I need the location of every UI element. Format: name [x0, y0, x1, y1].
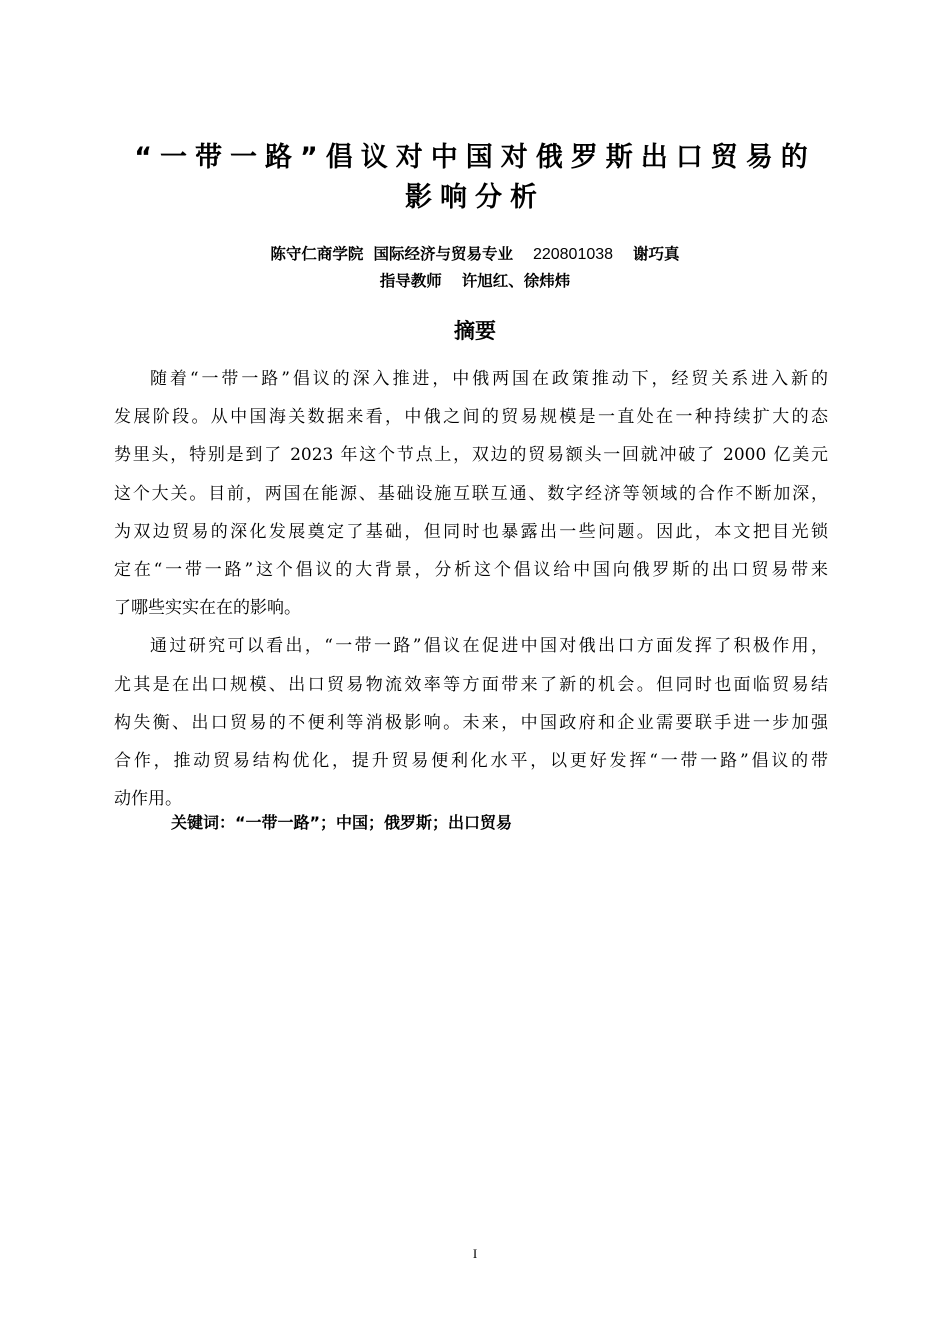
major-name: 国际经济与贸易专业 [373, 244, 513, 263]
paragraph-line: 通过研究可以看出，“一带一路”倡议在促进中国对俄出口方面发挥了积极作用， [150, 636, 828, 657]
paragraph-line: 了哪些实实在在的影响。 [114, 598, 301, 619]
advisor-names: 许旭红、徐炜炜 [461, 271, 571, 290]
paragraph-line: 势里头，特别是到了 2023 年这个节点上，双边的贸易额头一回就冲破了 2000 亿美元 [114, 445, 828, 466]
advisor-line [100, 268, 850, 294]
student-id: 220801038 [532, 246, 614, 263]
paragraph-line: 定在“一带一路”这个倡议的大背景，分析这个倡议给中国向俄罗斯的出口贸易带来 [114, 560, 828, 581]
abstract-paragraph-1 [114, 360, 828, 627]
keywords-line [171, 808, 512, 838]
paragraph-line: 构失衡、出口贸易的不便利等消极影响。未来，中国政府和企业需要联手进一步加强 [114, 712, 828, 733]
author-line [100, 241, 850, 268]
abstract-body [114, 360, 828, 818]
title-line-2: 影响分析 [405, 182, 545, 213]
paragraph-line: 发展阶段。从中国海关数据来看，中俄之间的贸易规模是一直处在一种持续扩大的态 [114, 407, 828, 428]
title-line-1: “一带一路”倡议对中国对俄罗斯出口贸易的 [134, 142, 816, 173]
abstract-heading: 摘要 [454, 319, 496, 343]
page-number: I [472, 1246, 478, 1261]
college-name: 陈守仁商学院 [270, 244, 364, 263]
paragraph-line: 随着“一带一路”倡议的深入推进，中俄两国在政策推动下，经贸关系进入新的 [150, 369, 828, 389]
paragraph-line: 合作，推动贸易结构优化，提升贸易便利化水平，以更好发挥“一带一路”倡议的带 [114, 751, 828, 772]
keywords-list: “一带一路”；中国；俄罗斯；出口贸易 [235, 813, 513, 832]
abstract-paragraph-2 [114, 627, 828, 818]
paragraph-line: 尤其是在出口规模、出口贸易物流效率等方面带来了新的机会。但同时也面临贸易结 [114, 674, 828, 695]
student-name: 谢巧真 [633, 244, 680, 263]
advisor-label: 指导教师 [379, 271, 442, 290]
paragraph-line: 这个大关。目前，两国在能源、基础设施互联互通、数字经济等领域的合作不断加深， [114, 483, 828, 504]
keywords-label: 关键词： [171, 813, 236, 832]
author-block [100, 241, 850, 294]
paragraph-line: 动作用。 [114, 789, 182, 810]
paper-title [100, 138, 850, 218]
paragraph-line: 为双边贸易的深化发展奠定了基础，但同时也暴露出一些问题。因此，本文把目光锁 [114, 521, 828, 542]
